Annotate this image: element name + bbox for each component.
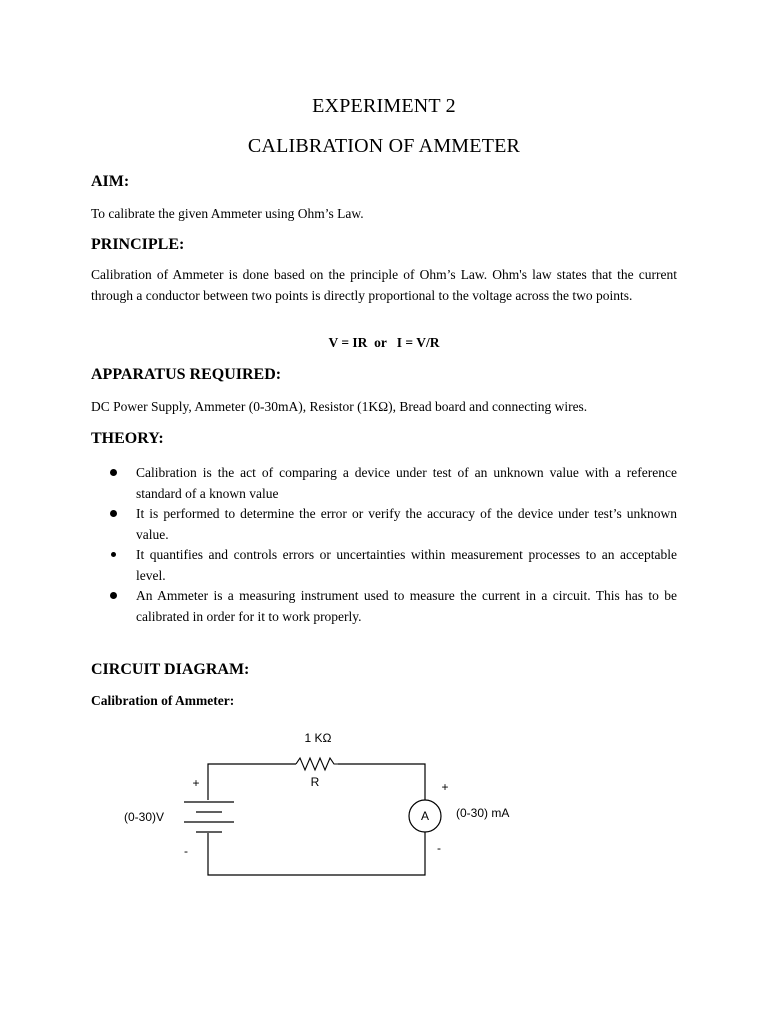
list-item <box>91 463 677 504</box>
bullet-text: It quantifies and controls errors or uncertainties within measurement processes to an acceptable level. <box>136 547 677 583</box>
bullet-text: Calibration is the act of comparing a device under test of an unknown value with a reference standard of a known value <box>136 465 677 501</box>
resistor-symbol <box>296 758 338 770</box>
ammeter-letter: A <box>420 809 430 823</box>
meter-minus-label: - <box>437 841 441 855</box>
list-item <box>91 504 677 545</box>
principle-text: Calibration of Ammeter is done based on the principle of Ohm’s Law. Ohm's law states that the current through a conductor between two points is directly proportional to the voltage across the two points. <box>91 267 677 303</box>
apparatus-heading: APPARATUS REQUIRED: <box>91 366 282 383</box>
battery-symbol <box>184 802 234 832</box>
meter-plus-label: + <box>441 780 449 794</box>
theory-heading: THEORY: <box>91 430 164 447</box>
experiment-subtitle: CALIBRATION OF AMMETER <box>247 135 521 157</box>
aim-text: To calibrate the given Ammeter using Ohm’s Law. <box>91 206 364 221</box>
circuit-subheading: Calibration of Ammeter: <box>91 693 235 708</box>
ohms-law-equation: V = IR or I = V/R <box>328 335 440 350</box>
resistor-label: R <box>310 775 320 789</box>
bullet-text: It is performed to determine the error or verify the accuracy of the device under test’s unknown value. <box>136 506 677 542</box>
bullet-icon <box>110 592 117 599</box>
circuit-heading: CIRCUIT DIAGRAM: <box>91 661 250 678</box>
list-item <box>91 545 677 586</box>
bullet-icon <box>110 510 117 517</box>
list-item <box>91 586 677 627</box>
principle-heading: PRINCIPLE: <box>91 236 185 253</box>
aim-heading: AIM: <box>91 173 130 190</box>
resistor-value-label: 1 KΩ <box>304 731 332 745</box>
source-minus-label: - <box>184 844 188 858</box>
circuit-diagram <box>100 720 550 890</box>
apparatus-text: DC Power Supply, Ammeter (0-30mA), Resistor (1KΩ), Bread board and connecting wires. <box>91 399 588 414</box>
source-range-label: (0-30)V <box>124 810 165 824</box>
bullet-icon <box>110 469 117 476</box>
theory-bullet-list <box>91 463 677 627</box>
bullet-icon <box>111 552 116 557</box>
experiment-title: EXPERIMENT 2 <box>312 95 456 117</box>
bullet-text: An Ammeter is a measuring instrument used to measure the current in a circuit. This has to be calibrated in order for it to work properly. <box>136 588 677 624</box>
meter-range-label: (0-30) mA <box>456 806 510 820</box>
source-plus-label: + <box>192 776 200 790</box>
